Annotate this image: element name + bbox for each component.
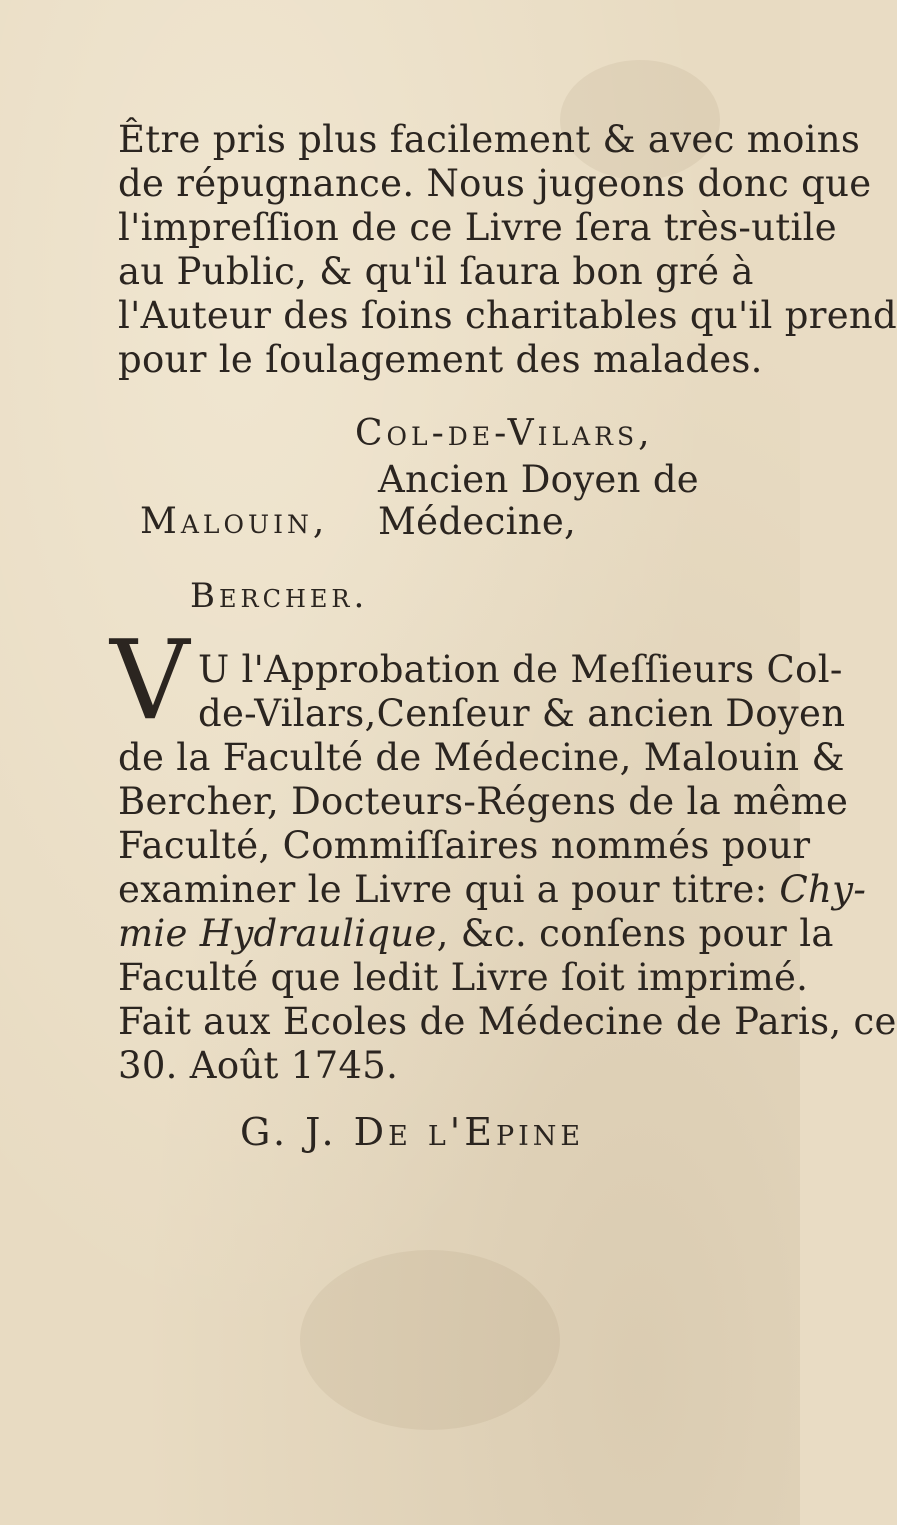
signature-col-de-vilars: Col-de-Vilars,	[355, 413, 654, 454]
approbation-line	[118, 912, 834, 956]
approbation-line: Fait aux Ecoles de Médecine de Paris, ce	[118, 1000, 897, 1043]
signature-bercher: Bercher.	[190, 576, 369, 616]
book-title-part2: Hydraulique	[199, 912, 437, 955]
approbation-line-rest: , &c. conſens pour la	[436, 912, 834, 955]
approbation-signature: G. J. De l'Epine	[240, 1110, 585, 1154]
paragraph-line: l'Auteur des ſoins charitables qu'il prend	[118, 294, 897, 337]
approbation-line: Bercher, Docteurs-Régens de la même	[118, 780, 849, 823]
approbation-date: 30. Août 1745.	[118, 1044, 399, 1087]
approbation-line: de-Vilars,Cenſeur & ancien Doyen	[198, 692, 846, 735]
approbation-line: Faculté, Commiſſaires nommés pour	[118, 824, 811, 867]
book-title-mie: mie	[118, 912, 188, 955]
signature-medecine: Médecine,	[378, 500, 577, 543]
signature-ancien-doyen: Ancien Doyen de	[378, 458, 700, 501]
approbation-line-text: examiner le Livre qui a pour titre:	[118, 868, 768, 911]
approbation-line	[118, 868, 866, 912]
paragraph-line: Être pris plus facilement & avec moins	[118, 118, 861, 161]
approbation-line: Faculté que ledit Livre ſoit imprimé.	[118, 956, 809, 999]
paragraph-line: au Public, & qu'il ſaura bon gré à	[118, 250, 754, 293]
paragraph-line: pour le ſoulagement des malades.	[118, 338, 763, 381]
book-title-part1: Chy-	[779, 868, 867, 911]
paragraph-line: l'impreſſion de ce Livre ſera très-utile	[118, 206, 837, 249]
approbation-line: de la Faculté de Médecine, Malouin &	[118, 736, 845, 779]
approbation-line: U l'Approbation de Meſſieurs Col-	[198, 648, 843, 691]
drop-cap: V	[110, 616, 190, 744]
signature-malouin: Malouin,	[140, 501, 329, 542]
paragraph-line: de répugnance. Nous jugeons donc que	[118, 162, 872, 205]
paper-stain	[300, 1250, 560, 1430]
